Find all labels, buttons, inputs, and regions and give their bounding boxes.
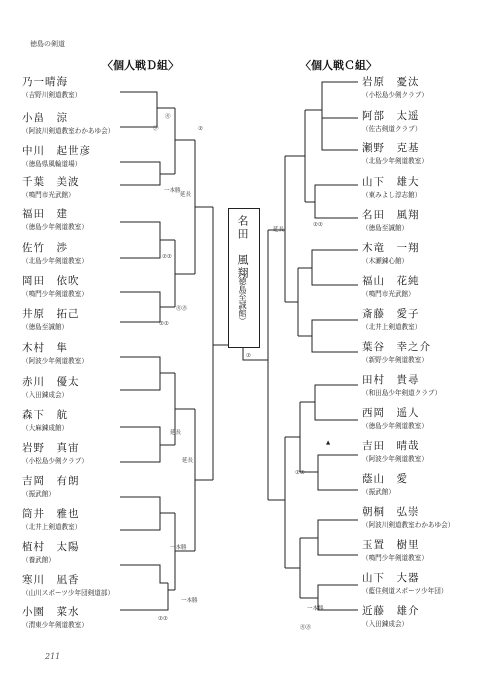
match-note: 延長 [182,458,194,464]
player-club: （和田島少年剣道クラブ） [362,389,442,397]
player-name: 吉岡 有朗 [22,475,80,487]
player-club: （北井上剣道教室） [362,323,422,331]
player-name: 近藤 雄介 [362,605,420,617]
player-club: （徳島少年剣道教室） [22,223,88,231]
match-note: 一本勝 [307,606,324,612]
player-entry [362,74,428,99]
section-title-left: 〈個人戦Ｄ組〉 [102,59,179,72]
player-entry [362,140,428,165]
player-entry [22,604,88,629]
player-club: （阿波川剣道教室わかあゆ会） [22,127,115,135]
player-name: 吉田 晴哉 [362,440,420,452]
player-club: （鳴門市光武館） [22,191,75,199]
page-number: 211 [45,652,61,661]
player-entry [22,407,68,432]
player-name: 佐竹 渉 [22,242,68,254]
player-club: （藍住剣道スポーツ少年団） [362,587,448,595]
player-club: （入田錬成会） [22,391,69,399]
player-club: （徳島少年剣道教室） [362,422,428,430]
player-entry [362,273,420,298]
player-club: （佐古剣道クラブ） [362,125,422,133]
match-note: ㋛ [153,126,159,132]
champion-box [228,208,260,348]
player-club: （小松島少剣クラブ） [22,457,89,465]
match-note: 延長 [180,192,192,198]
player-name: 筒井 雅也 [22,508,80,520]
match-note: ⑦⑦ [162,254,172,260]
match-note: 一本勝 [181,598,198,604]
player-entry [362,339,431,364]
player-name: 福山 花純 [362,275,420,287]
player-name: 千葉 美波 [22,176,80,188]
player-name: 西岡 遥人 [362,407,420,419]
page-header: 徳島の剣道 [30,40,65,48]
player-name: 木竜 一翔 [362,242,420,254]
player-entry [22,110,114,135]
player-entry [22,240,88,265]
match-note: ㋕㋕ [300,625,312,631]
player-name: 福田 建 [22,208,68,220]
player-name: 玉置 樹里 [362,539,420,551]
champion-name: 名田 風翔 [236,215,249,280]
player-club: （入田錬成会） [362,620,409,628]
match-note: 延長 [170,430,182,436]
player-entry [362,306,421,331]
player-name: 山下 雄大 [362,176,420,188]
player-name: 乃一晴海 [22,76,68,88]
player-name: 中川 起世彦 [22,145,91,157]
player-entry [22,174,80,199]
player-entry [22,374,80,399]
player-entry [22,506,81,531]
player-name: 木村 隼 [22,342,68,354]
player-entry [362,108,421,133]
player-entry [362,405,428,430]
player-name: 植村 太陽 [22,541,80,553]
player-club: （新野少年剣道教室） [362,356,428,364]
player-club: （北島少年剣道教室） [362,157,428,165]
player-entry [362,603,420,628]
player-club: （吉野川剣道教室） [22,91,82,99]
player-entry [22,572,114,597]
match-note: ▲ [326,440,331,446]
player-entry [362,174,421,199]
player-entry [22,306,80,331]
match-note: ㋕㋕ [176,306,188,312]
player-club: （小松島少剣クラブ） [362,91,429,99]
player-club: （東みよし淳志館） [362,191,422,199]
player-name: 小園 菜水 [22,606,80,618]
player-club: （鳴門少年剣道教室） [22,290,88,298]
player-name: 名田 風翔 [362,209,420,221]
player-name: 井原 拓己 [22,308,80,320]
player-club: （山川スポーツ少年団剣道部） [22,589,115,597]
player-name: 葉谷 幸之介 [362,341,431,353]
player-club: （北島少年剣道教室） [22,257,88,265]
player-name: 山下 大器 [362,572,420,584]
player-club: （大麻錬成館） [22,424,69,432]
player-club: （徳島至誠館） [22,323,69,331]
player-club: （阿波川剣道教室わかあゆ会） [362,521,455,529]
section-title-right: 〈個人戦Ｃ組〉 [300,59,377,72]
player-name: 蔭山 愛 [362,473,408,485]
player-entry [22,143,91,168]
player-name: 田村 貴尋 [362,374,420,386]
player-entry [362,570,447,595]
player-name: 森下 航 [22,409,68,421]
player-entry [362,372,441,397]
player-entry [22,340,88,365]
player-club: （徳島県風輪道場） [22,160,82,168]
player-name: 朝桐 弘崇 [362,506,420,518]
player-entry [22,74,81,99]
player-entry [22,273,88,298]
player-club: （阿波少年剣道教室） [362,455,428,463]
match-note: 一本勝 [164,188,181,194]
player-name: 寒川 凪香 [22,574,80,586]
player-name: 斎藤 愛子 [362,308,420,320]
match-note: ⑦ [246,353,251,359]
player-entry [362,504,454,529]
player-club: （北井上剣道教室） [22,523,82,531]
match-note: ㋕ [165,114,171,120]
player-name: 赤川 優太 [22,376,80,388]
match-note: ⑦ [198,126,203,132]
player-entry [362,471,408,496]
player-club: （振武館） [362,488,395,496]
player-club: （養武館） [22,556,55,564]
player-name: 岩野 真宙 [22,442,80,454]
player-name: 小畠 涼 [22,112,68,124]
player-club: （阿波少年剣道教室） [22,357,88,365]
player-club: （木瀬錬心館） [362,257,409,265]
player-club: （鳴門市光武館） [362,290,415,298]
player-entry [362,240,420,265]
player-club: （渭東少年剣道教室） [22,621,88,629]
player-name: 瀬野 克基 [362,142,420,154]
match-note: 延長 [273,227,285,233]
player-entry [22,473,80,498]
match-note: ⑦⑦ [158,616,168,622]
player-entry [362,207,420,232]
player-entry [22,539,80,564]
player-entry [362,438,428,463]
match-note: ⑦⑦ [295,470,305,476]
match-note: ⑦⑦ [159,321,169,327]
player-entry [22,206,88,231]
match-note: ⑦⑦ [313,222,323,228]
player-club: （徳島至誠館） [362,224,409,232]
player-entry [362,537,428,562]
player-name: 岡田 依吹 [22,275,80,287]
player-name: 岩原 憂汰 [362,76,420,88]
player-club: （鳴門少年剣道教室） [362,554,428,562]
champion-club: （徳島至誠館） [238,269,247,325]
player-entry [22,440,88,465]
match-note: 一本勝 [170,545,187,551]
player-name: 阿部 太遥 [362,110,420,122]
player-club: （振武館） [22,490,55,498]
